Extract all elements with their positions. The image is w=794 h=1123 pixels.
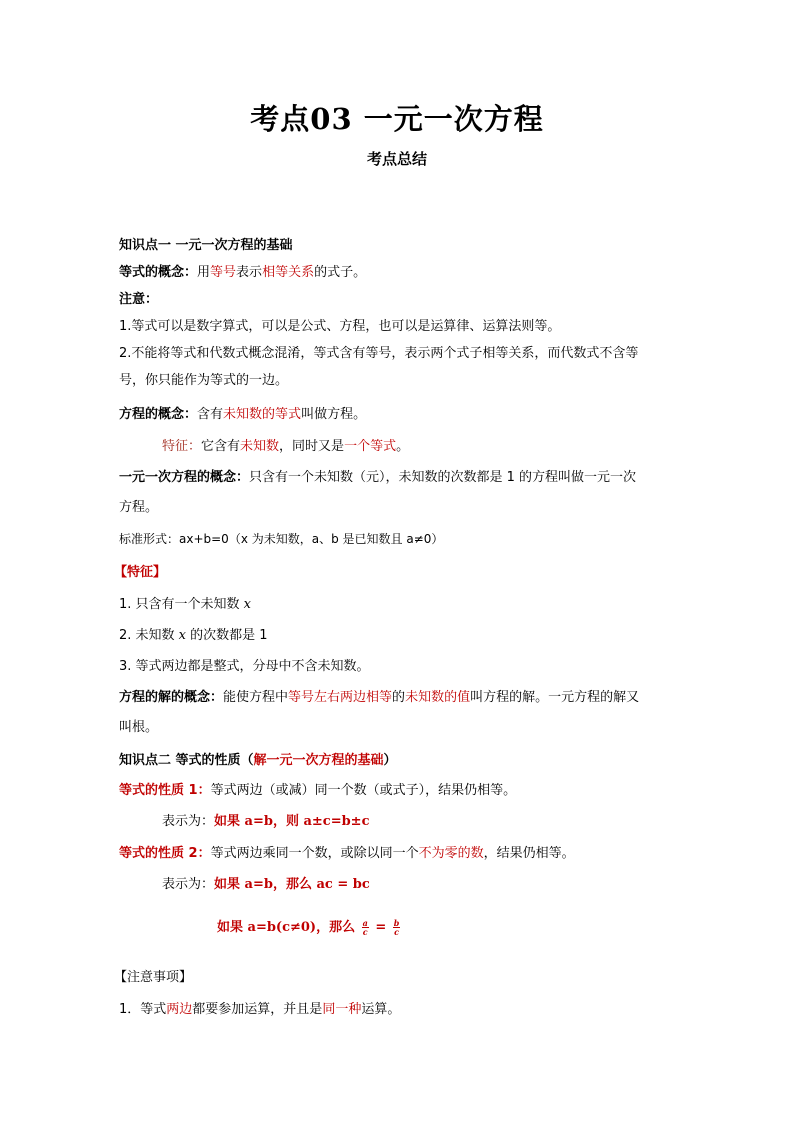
formula: 如果 a=b(c≠0)，那么 bbox=[217, 920, 360, 935]
highlight-text: 一个等式 bbox=[344, 439, 397, 454]
text: ，结果仍相等。 bbox=[483, 846, 575, 861]
feature-item-3: 3. 等式两边都是整式，分母中不含未知数。 bbox=[119, 659, 370, 674]
property-2-fraction-formula bbox=[217, 916, 402, 936]
property-1 bbox=[119, 779, 516, 798]
numerator: a bbox=[362, 918, 368, 928]
linear-equation-definition-cont: 方程。 bbox=[119, 500, 159, 515]
highlight-text: 解一元一次方程的基础 bbox=[253, 753, 384, 768]
text: 含有 bbox=[197, 407, 224, 422]
note-2-line-1: 2.不能将等式和代数式概念混淆，等式含有等号，表示两个式子相等关系，而代数式不含等 bbox=[119, 346, 639, 361]
note-label: 注意： bbox=[119, 292, 159, 307]
text: 能使方程中 bbox=[223, 690, 289, 705]
text: 用 bbox=[197, 265, 211, 280]
section-1-heading: 知识点一 一元一次方程的基础 bbox=[119, 238, 293, 253]
property-2 bbox=[119, 842, 575, 861]
text: 叫做方程。 bbox=[301, 407, 367, 422]
page-title: 考点03 一元一次方程 bbox=[250, 102, 544, 136]
text: 它含有 bbox=[201, 439, 241, 454]
fraction-a-over-c bbox=[362, 919, 369, 936]
text: ） bbox=[383, 753, 397, 768]
feature-line bbox=[162, 435, 409, 454]
feature-item-2 bbox=[119, 624, 268, 643]
text: 运算。 bbox=[361, 1002, 401, 1017]
highlight-text: 相等关系 bbox=[262, 265, 315, 280]
text: ，同时又是 bbox=[279, 439, 345, 454]
equation-definition bbox=[119, 261, 366, 280]
property-1-expression bbox=[162, 810, 370, 829]
formula: 如果 a=b，则 a±c=b±c bbox=[214, 814, 370, 829]
highlight-text: 不为零的数 bbox=[418, 846, 484, 861]
linear-equation-label: 一元一次方程的概念： bbox=[119, 470, 250, 485]
formula: 如果 a=b，那么 ac = bc bbox=[214, 877, 370, 892]
note-2-line-2: 号，你只能作为等式的一边。 bbox=[119, 373, 289, 388]
property-2-label: 等式的性质 2： bbox=[119, 846, 211, 861]
note-1: 1.等式可以是数字算式，可以是公式、方程，也可以是运算律、运算法则等。 bbox=[119, 319, 561, 334]
fraction-b-over-c bbox=[393, 919, 401, 936]
text: 表示 bbox=[236, 265, 263, 280]
equation-concept-label: 方程的概念： bbox=[119, 407, 198, 422]
text: 的 bbox=[392, 690, 406, 705]
property-1-label: 等式的性质 1： bbox=[119, 783, 211, 798]
variable: x bbox=[243, 597, 252, 612]
text: 等式两边（或减）同一个数（或式子），结果仍相等。 bbox=[210, 783, 517, 798]
text: 知识点二 等式的性质（ bbox=[119, 753, 254, 768]
text: 只含有一个未知数（元），未知数的次数都是 1 的方程叫做一元一次 bbox=[249, 470, 637, 485]
highlight-text: 同一种 bbox=[322, 1002, 362, 1017]
text: 的次数都是 1 bbox=[186, 628, 268, 643]
highlight-text: 等号左右两边相等 bbox=[288, 690, 393, 705]
denominator: c bbox=[394, 927, 399, 937]
highlight-text: 两边 bbox=[166, 1002, 193, 1017]
highlight-text: 等号 bbox=[210, 265, 237, 280]
features-heading: 【特征】 bbox=[114, 565, 167, 580]
solution-definition bbox=[119, 686, 639, 705]
variable: x bbox=[178, 628, 187, 643]
standard-form: 标准形式：ax+b=0（x 为未知数，a、b 是已知数且 a≠0） bbox=[119, 532, 444, 546]
notes-item-1 bbox=[119, 998, 400, 1017]
denominator: c bbox=[362, 927, 368, 937]
equation-definition-label: 等式的概念： bbox=[119, 265, 198, 280]
text: 等式两边乘同一个数，或除以同一个 bbox=[210, 846, 419, 861]
linear-equation-definition bbox=[119, 466, 636, 485]
highlight-text: 的等式 bbox=[262, 407, 302, 422]
highlight-text: 未知数 bbox=[240, 439, 280, 454]
highlight-text: 未知数 bbox=[223, 407, 263, 422]
feature-label: 特征： bbox=[162, 439, 202, 454]
equation-concept bbox=[119, 403, 366, 422]
expression-label: 表示为： bbox=[162, 814, 215, 829]
notes-heading: 【注意事项】 bbox=[114, 970, 193, 985]
solution-definition-cont: 叫根。 bbox=[119, 720, 159, 735]
page-subtitle: 考点总结 bbox=[366, 150, 427, 168]
text: 1．等式 bbox=[119, 1002, 167, 1017]
section-2-heading bbox=[119, 749, 397, 768]
solution-definition-label: 方程的解的概念： bbox=[119, 690, 224, 705]
highlight-text: 未知数的值 bbox=[405, 690, 471, 705]
text: 都要参加运算，并且是 bbox=[192, 1002, 323, 1017]
expression-label: 表示为： bbox=[162, 877, 215, 892]
equals: = bbox=[370, 920, 391, 935]
text: 2. 未知数 bbox=[119, 628, 179, 643]
text: 的式子。 bbox=[314, 265, 367, 280]
text: 。 bbox=[396, 439, 410, 454]
text: 1. 只含有一个未知数 bbox=[119, 597, 244, 612]
text: 叫方程的解。一元方程的解又 bbox=[470, 690, 640, 705]
feature-item-1 bbox=[119, 593, 251, 612]
property-2-expression bbox=[162, 873, 370, 892]
numerator: b bbox=[393, 918, 400, 928]
